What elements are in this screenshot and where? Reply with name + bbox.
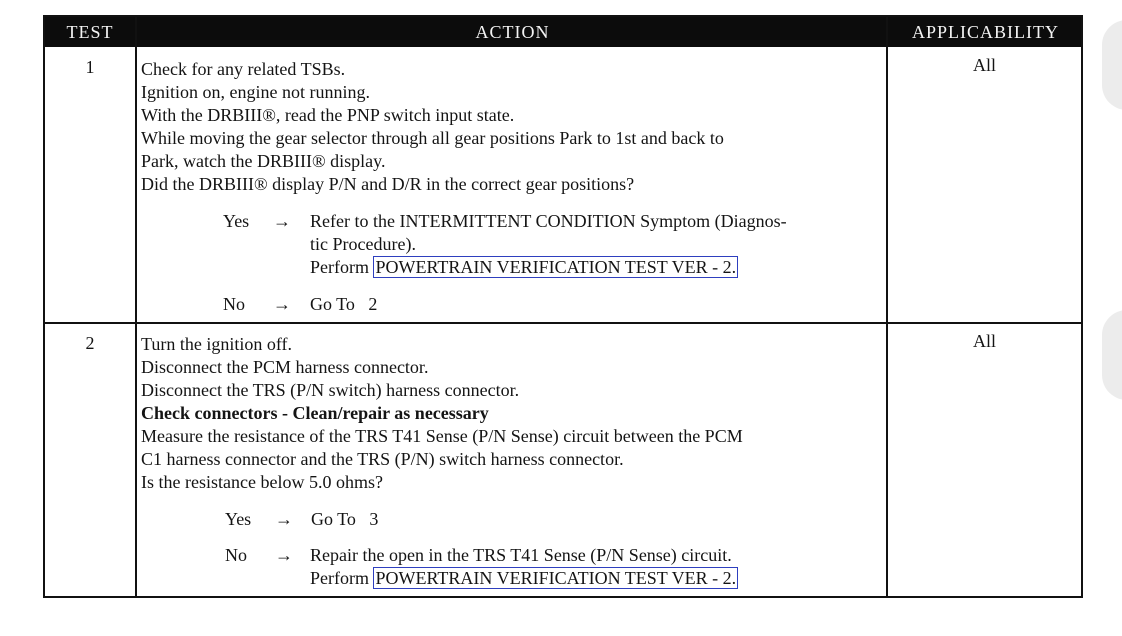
action-steps [141,333,886,494]
header-test: TEST [66,22,114,42]
step-text: C1 harness connector and the TRS (P/N) switch harness connector. [141,449,624,469]
response-text: Repair the open in the TRS T41 Sense (P/N Sense) circuit. [310,545,732,565]
header-applicability: APPLICABILITY [912,22,1059,42]
arrow-icon: → [273,294,291,314]
step-text: Disconnect the PCM harness connector. [141,357,429,377]
header-action: ACTION [475,22,550,42]
step-text: Is the resistance below 5.0 ohms? [141,472,383,492]
test-number: 2 [85,333,95,353]
step-text: Disconnect the TRS (P/N switch) harness connector. [141,380,520,400]
perform-line [310,256,787,279]
applicability-value: All [972,55,996,75]
step-text: Check for any related TSBs. [141,59,346,79]
test-number: 1 [85,57,95,77]
yes-response: Go To 3 [311,509,379,529]
step-text: With the DRBIII®, read the PNP switch input state. [141,105,515,125]
perform-label: Perform [310,568,369,588]
step-text: Turn the ignition off. [141,334,293,354]
no-label: No [225,545,247,565]
arrow-icon: → [273,211,291,231]
verification-test-link[interactable]: POWERTRAIN VERIFICATION TEST VER - 2. [375,568,737,588]
action-steps [141,58,886,196]
step-text: Ignition on, engine not running. [141,82,370,102]
no-response [310,544,738,590]
row-divider [45,322,1081,324]
step-text: While moving the gear selector through all gear positions Park to 1st and back to [141,128,724,148]
page-edge-shadow [1102,310,1122,400]
arrow-icon: → [275,545,293,565]
no-response: Go To 2 [310,294,378,314]
step-text: Measure the resistance of the TRS T41 Sense (P/N Sense) circuit between the PCM [141,426,743,446]
response-text: tic Procedure). [310,234,416,254]
perform-line [310,567,738,590]
step-text: Park, watch the DRBIII® display. [141,151,386,171]
page-edge-shadow [1102,20,1122,110]
column-divider [886,17,888,596]
step-text: Did the DRBIII® display P/N and D/R in the correct gear positions? [141,174,635,194]
perform-label: Perform [310,257,369,277]
yes-response [310,210,787,279]
step-text-bold: Check connectors - Clean/repair as necessary [141,403,489,423]
column-divider [135,17,137,596]
table-header [45,17,1081,47]
yes-label: Yes [225,509,252,529]
yes-label: Yes [223,211,250,231]
applicability-value: All [972,331,996,351]
diagnostic-table [43,15,1083,598]
response-text: Refer to the INTERMITTENT CONDITION Symptom (Diagnos- [310,211,787,231]
arrow-icon: → [275,509,293,529]
verification-test-link[interactable]: POWERTRAIN VERIFICATION TEST VER - 2. [375,257,737,277]
no-label: No [223,294,245,314]
